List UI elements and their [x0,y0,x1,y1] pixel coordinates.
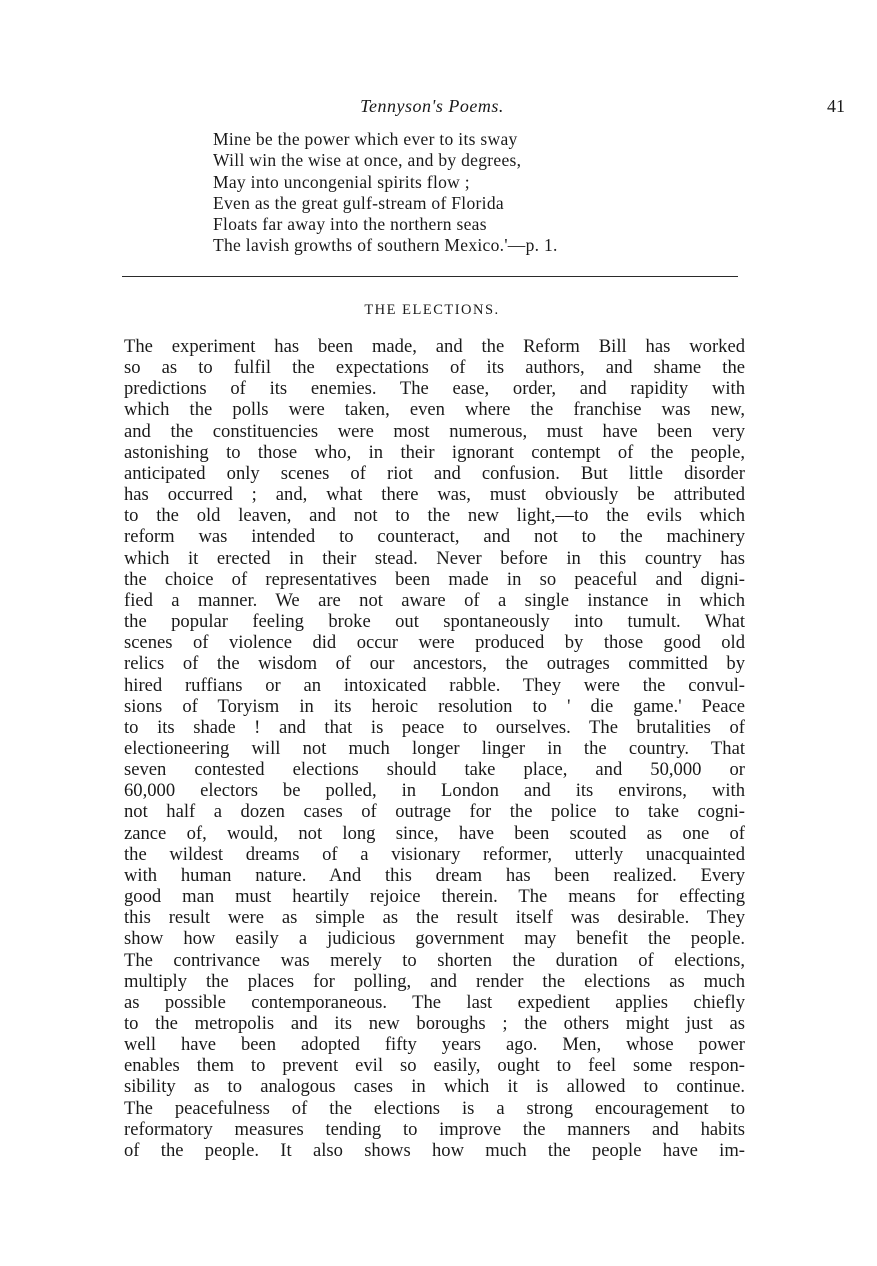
body-line: sions of Toryism in its heroic resolution to ' die game.' Peace [124,695,745,717]
body-line: anticipated only scenes of riot and confusion. But little disorder [124,462,745,484]
body-line: fied a manner. We are not aware of a single instance in which [124,589,745,611]
body-line: astonishing to those who, in their ignorant contempt of the people, [124,441,745,463]
body-line: as possible contemporaneous. The last expedient applies chiefly [124,991,745,1013]
body-line: The contrivance was merely to shorten the duration of elections, [124,949,745,971]
body-line: relics of the wisdom of our ancestors, the outrages committed by [124,653,745,675]
body-line: of the people. It also shows how much the people have im- [124,1139,745,1161]
verse-line: Floats far away into the northern seas [213,214,487,235]
body-line: well have been adopted fifty years ago. Men, whose power [124,1034,745,1056]
running-head [122,96,867,124]
body-line: The experiment has been made, and the Reform Bill has worked [124,336,745,357]
body-line: which it erected in their stead. Never before in this country has [124,547,745,569]
body-line: electioneering will not much longer linger in the country. That [124,737,745,759]
body-line: scenes of violence did occur were produced by those good old [124,632,745,654]
body-line: to the old leaven, and not to the new light,—to the evils which [124,505,745,527]
body-line: not half a dozen cases of outrage for the police to take cogni- [124,801,745,823]
body-line: good man must heartily rejoice therein. The means for effecting [124,886,745,908]
body-line: predictions of its enemies. The ease, order, and rapidity with [124,378,745,400]
section-title: THE ELECTIONS. [364,302,500,318]
body-line: so as to fulfil the expectations of its authors, and shame the [124,357,745,379]
body-line: The peacefulness of the elections is a strong encouragement to [124,1097,745,1119]
body-line: this result were as simple as the result itself was desirable. They [124,907,745,929]
body-line: the popular feeling broke out spontaneously into tumult. What [124,611,745,633]
body-line: reform was intended to counteract, and not to the machinery [124,526,745,548]
body-line: 60,000 electors be polled, in London and its environs, with [124,780,745,802]
body-line: reformatory measures tending to improve the manners and habits [124,1118,745,1140]
verse-line: May into uncongenial spirits flow ; [213,171,470,192]
page-number: 41 [827,96,845,116]
body-line: the choice of representatives been made in so peaceful and digni- [124,568,745,590]
verse-quotation [213,129,773,257]
body-line: has occurred ; and, what there was, must obviously be attributed [124,484,745,506]
body-line: and the constituencies were most numerous, must have been very [124,420,745,442]
article-body [124,336,745,1161]
body-line: zance of, would, not long since, have been scouted as one of [124,822,745,844]
body-line: to the metropolis and its new boroughs ; the others might just as [124,1013,745,1034]
verse-line: Will win the wise at once, and by degrees, [213,150,522,171]
body-line: show how easily a judicious government may benefit the people. [124,928,745,950]
running-title: Tennyson's Poems. [360,96,504,116]
verse-line: Even as the great gulf-stream of Florida [213,192,504,213]
body-line: with human nature. And this dream has been realized. Every [124,864,745,886]
verse-line: Mine be the power which ever to its sway [213,129,518,149]
verse-line: The lavish growths of southern Mexico.'—p. 1. [213,235,558,256]
body-line: the wildest dreams of a visionary reformer, utterly unacquainted [124,843,745,865]
body-line: which the polls were taken, even where the franchise was new, [124,399,745,421]
body-line: enables them to prevent evil so easily, ought to feel some respon- [124,1055,745,1077]
body-line: to its shade ! and that is peace to ourselves. The brutalities of [124,716,745,738]
body-line: multiply the places for polling, and render the elections as much [124,970,745,992]
body-line: seven contested elections should take place, and 50,000 or [124,759,745,781]
section-divider [122,276,738,277]
body-line: hired ruffians or an intoxicated rabble. They were the convul- [124,674,745,696]
body-line: sibility as to analogous cases in which it is allowed to continue. [124,1076,745,1098]
